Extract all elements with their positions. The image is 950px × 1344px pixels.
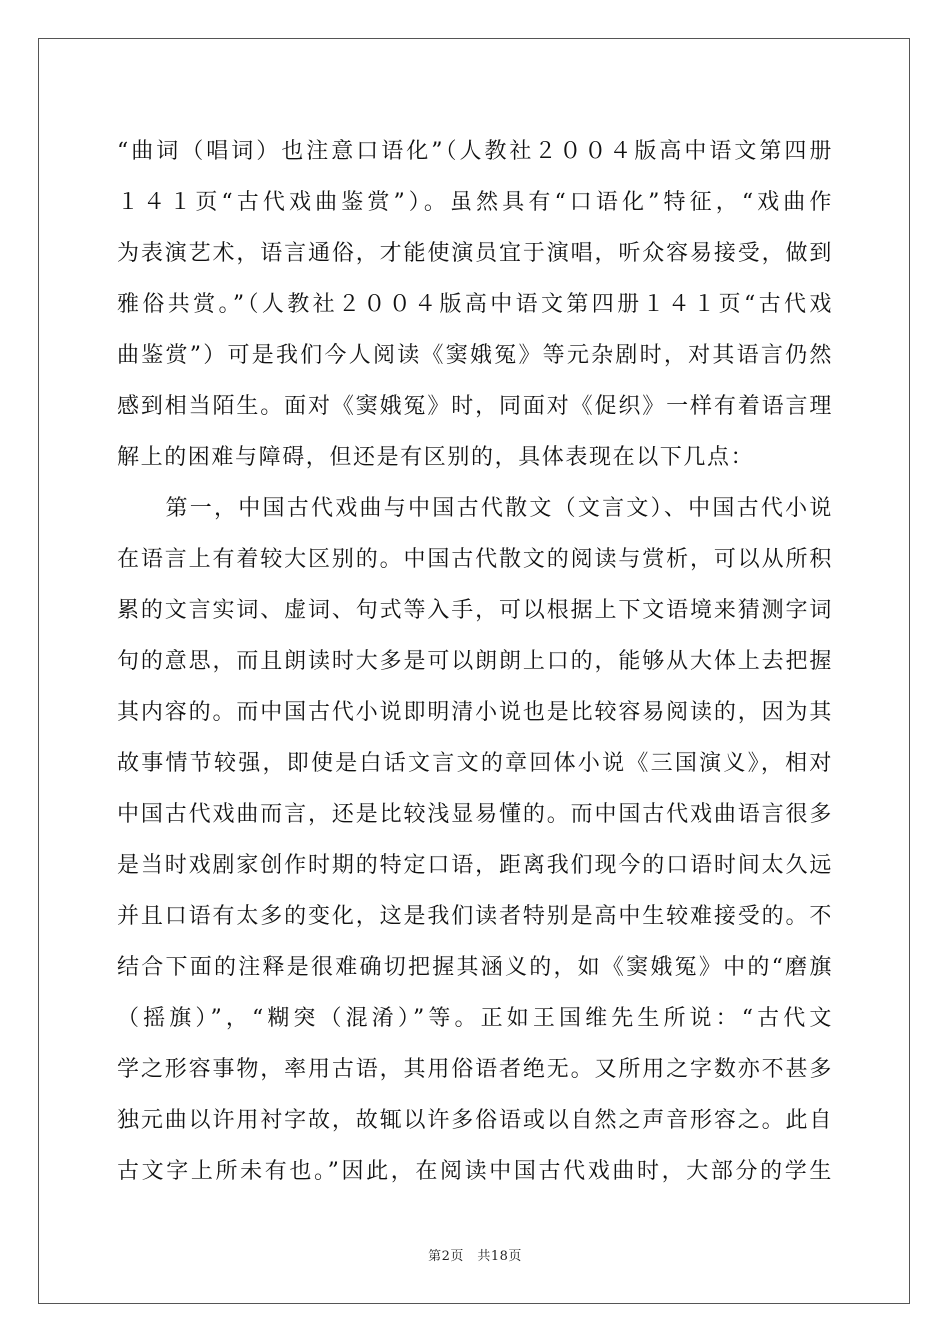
page-number: 第2页 共18页	[428, 1249, 522, 1264]
text-line: 中国古代戏曲而言，还是比较浅显易懂的。而中国古代戏曲语言很多	[117, 802, 833, 827]
text-line: （摇旗）”，“糊突（混淆）”等。正如王国维先生所说：“古代文	[117, 1006, 833, 1031]
text-line: 结合下面的注释是很难确切把握其涵义的，如《窦娥冤》中的“磨旗	[117, 955, 833, 980]
text-line: 雅俗共赏。”（人教社２００４版高中语文第四册１４１页“古代戏	[117, 292, 833, 317]
text-line: 其内容的。而中国古代小说即明清小说也是比较容易阅读的，因为其	[117, 700, 833, 725]
text-line: 在语言上有着较大区别的。中国古代散文的阅读与赏析，可以从所积	[117, 547, 833, 572]
text-line: 曲鉴赏”）可是我们今人阅读《窦娥冤》等元杂剧时，对其语言仍然	[117, 343, 833, 368]
text-line: 为表演艺术，语言通俗，才能使演员宜于演唱，听众容易接受，做到	[117, 241, 833, 266]
text-line: 独元曲以许用衬字故，故辄以许多俗语或以自然之声音形容之。此自	[117, 1108, 833, 1133]
text-line: 古文字上所未有也。”因此，在阅读中国古代戏曲时，大部分的学生	[117, 1159, 833, 1184]
text-line: 并且口语有太多的变化，这是我们读者特别是高中生较难接受的。不	[117, 904, 833, 929]
text-line: 是当时戏剧家创作时期的特定口语，距离我们现今的口语时间太久远	[117, 853, 833, 878]
text-line: 第一，中国古代戏曲与中国古代散文（文言文）、中国古代小说	[117, 496, 833, 521]
text-line: 句的意思，而且朗读时大多是可以朗朗上口的，能够从大体上去把握	[117, 649, 833, 674]
document-body	[117, 126, 833, 1197]
text-line: 故事情节较强，即使是白话文言文的章回体小说《三国演义》，相对	[117, 751, 833, 776]
text-line: 累的文言实词、虚词、句式等入手，可以根据上下文语境来猜测字词	[117, 598, 833, 623]
text-line: 解上的困难与障碍，但还是有区别的，具体表现在以下几点：	[117, 445, 755, 470]
text-line: １４１页“古代戏曲鉴赏”）。虽然具有“口语化”特征，“戏曲作	[117, 190, 833, 215]
text-line: 感到相当陌生。面对《窦娥冤》时，同面对《促织》一样有着语言理	[117, 394, 833, 419]
text-line: 学之形容事物，率用古语，其用俗语者绝无。又所用之字数亦不甚多	[117, 1057, 833, 1082]
text-line: “曲词（唱词）也注意口语化”（人教社２００４版高中语文第四册	[117, 139, 833, 164]
